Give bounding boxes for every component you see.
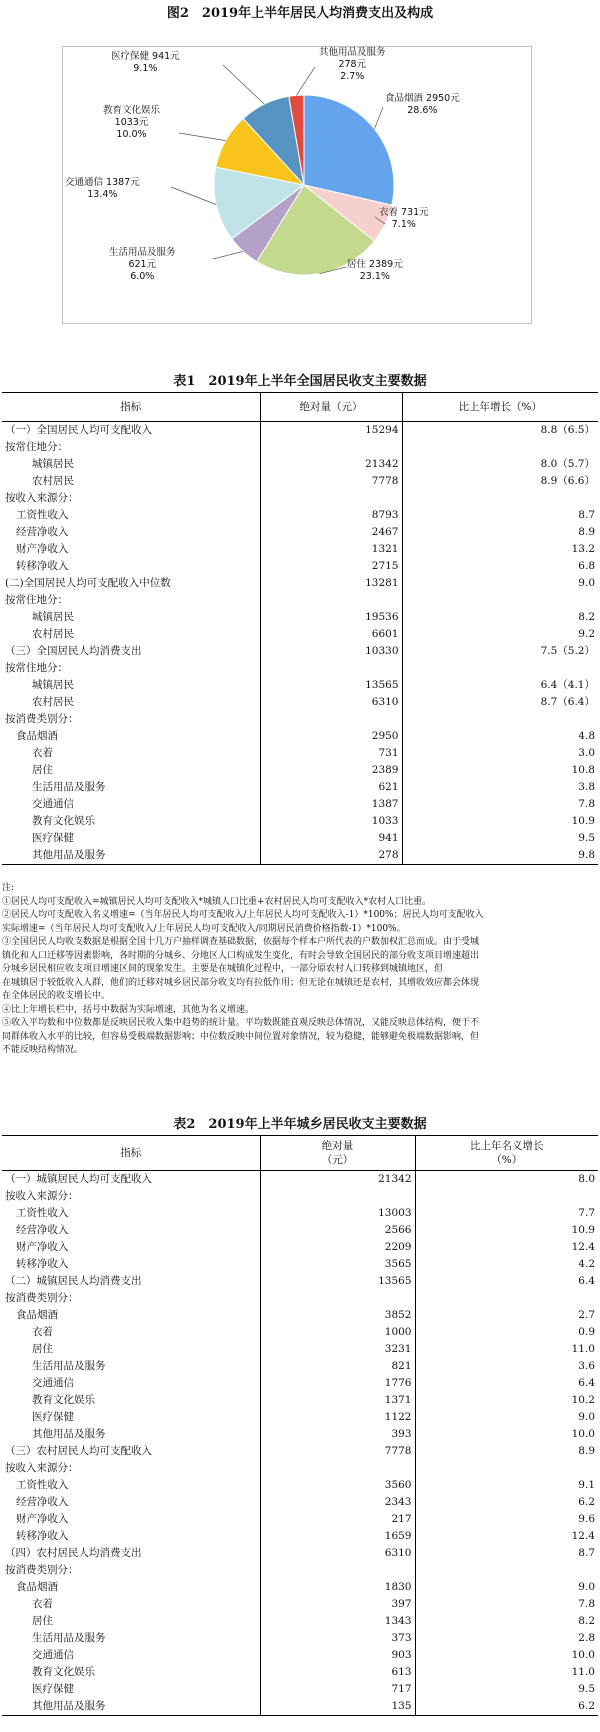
table1-growth-cell: 3.8 bbox=[402, 779, 598, 796]
label-other bbox=[319, 47, 386, 83]
table1-amount-cell: 2950 bbox=[260, 728, 402, 745]
table2-amount-cell: 2343 bbox=[260, 1494, 415, 1511]
table2-indicator-cell: 财产净收入 bbox=[16, 1513, 69, 1525]
table1-row bbox=[2, 558, 598, 575]
figure-title: 图2 2019年上半年居民人均消费支出及构成 bbox=[166, 6, 434, 21]
table1-growth-cell: 9.0 bbox=[402, 575, 598, 592]
table2-row bbox=[2, 1579, 598, 1596]
note-line: 在全体居民的收支增长中。 bbox=[2, 991, 111, 1001]
table2-indicator-cell: 按收入来源分： bbox=[5, 1190, 79, 1202]
table2-amount-cell: 1343 bbox=[260, 1613, 415, 1630]
table2-row bbox=[2, 1273, 598, 1290]
table1-growth-cell: 9.5 bbox=[402, 830, 598, 847]
table2-amount-cell: 7778 bbox=[260, 1443, 415, 1460]
table2-indicator-cell: 医疗保健 bbox=[32, 1683, 74, 1695]
table1-title: 表1 2019年上半年全国居民收支主要数据 bbox=[173, 374, 427, 389]
table2-growth-cell: 3.6 bbox=[415, 1358, 598, 1375]
table2-amount-cell: 393 bbox=[260, 1426, 415, 1443]
note-line: ④比上年增长栏中，括号中数据为实际增速，其他为名义增速。 bbox=[2, 1004, 255, 1015]
table1-growth-cell: 10.8 bbox=[402, 762, 598, 779]
label-education-amount: 1033元 bbox=[114, 117, 149, 128]
table2-indicator-cell: 工资性收入 bbox=[16, 1207, 69, 1219]
table2-amount-cell: 3565 bbox=[260, 1256, 415, 1273]
note-line: 镇化和人口迁移等因素影响，各时期的分城乡、分地区人口构成发生变化，有时会导致全国居民的部分收支项目增速超出 bbox=[2, 950, 480, 961]
table2-amount-cell: 903 bbox=[260, 1647, 415, 1664]
table1-amount-cell: 621 bbox=[260, 779, 402, 796]
table2-growth-cell: 9.1 bbox=[415, 1477, 598, 1494]
table2-amount-cell bbox=[260, 1562, 415, 1579]
table1-row bbox=[2, 490, 598, 507]
table2-amount-cell: 135 bbox=[260, 1698, 415, 1716]
table1-indicator-cell: 农村居民 bbox=[32, 475, 74, 487]
table1-indicator-cell: 城镇居民 bbox=[32, 458, 74, 470]
label-housing-name: 居住 2389元 bbox=[347, 259, 403, 270]
table2-row bbox=[2, 1681, 598, 1698]
table1-amount-cell: 8793 bbox=[260, 507, 402, 524]
table2-amount-cell: 217 bbox=[260, 1511, 415, 1528]
table2-indicator-cell: 生活用品及服务 bbox=[32, 1360, 106, 1372]
note-line: 不能反映结构情况。 bbox=[2, 1045, 84, 1055]
table2-indicator-cell: 按消费类别分： bbox=[5, 1292, 79, 1304]
table2-row bbox=[2, 1494, 598, 1511]
leader-line-0 bbox=[374, 107, 383, 129]
table2-amount-cell: 1122 bbox=[260, 1409, 415, 1426]
table2-row bbox=[2, 1528, 598, 1545]
table1-growth-cell: 9.2 bbox=[402, 626, 598, 643]
note-line: 同群体收入水平的比较，但容易受极端数据影响；中位数反映中间位置对象情况，较为稳健，能够避免极端数据影响，但 bbox=[2, 1031, 480, 1042]
table2-growth-cell: 8.0 bbox=[415, 1171, 598, 1189]
table1-amount-cell: 278 bbox=[260, 847, 402, 865]
table2-growth-cell: 12.4 bbox=[415, 1239, 598, 1256]
table1-row bbox=[2, 626, 598, 643]
table1-growth-cell bbox=[402, 660, 598, 677]
table1-row bbox=[2, 745, 598, 762]
table2-indicator-cell: （三）农村居民人均可支配收入 bbox=[5, 1445, 152, 1457]
table1-amount-cell: 2467 bbox=[260, 524, 402, 541]
table2-amount-cell: 1371 bbox=[260, 1392, 415, 1409]
leader-line-7 bbox=[296, 67, 315, 95]
table2-row bbox=[2, 1545, 598, 1562]
table1-indicator-cell: 按常住地分： bbox=[5, 662, 68, 674]
table1-amount-cell: 2389 bbox=[260, 762, 402, 779]
table2-growth-cell bbox=[415, 1460, 598, 1477]
table1-amount-cell: 10330 bbox=[260, 643, 402, 660]
table2-indicator-cell: 其他用品及服务 bbox=[32, 1428, 106, 1440]
table1-row bbox=[2, 609, 598, 626]
table1-row bbox=[2, 541, 598, 558]
table1-growth-cell: 8.9（6.6） bbox=[402, 473, 598, 490]
label-daily bbox=[109, 247, 176, 283]
table2-row bbox=[2, 1647, 598, 1664]
table2-row bbox=[2, 1460, 598, 1477]
table2-row bbox=[2, 1664, 598, 1681]
table1-amount-cell: 731 bbox=[260, 745, 402, 762]
table2-amount-cell: 1659 bbox=[260, 1528, 415, 1545]
table1-row bbox=[2, 422, 598, 440]
label-other-amount: 278元 bbox=[338, 59, 367, 70]
table2-indicator-cell: （二）城镇居民人均消费支出 bbox=[5, 1275, 142, 1287]
table1-row bbox=[2, 847, 598, 865]
table2-row bbox=[2, 1290, 598, 1307]
table2-indicator-cell: 工资性收入 bbox=[16, 1479, 69, 1491]
table1-row bbox=[2, 796, 598, 813]
table1-indicator-cell: 农村居民 bbox=[32, 628, 74, 640]
table1-amount-cell bbox=[260, 592, 402, 609]
table1-row bbox=[2, 456, 598, 473]
table2-growth-cell bbox=[415, 1562, 598, 1579]
table1-row bbox=[2, 830, 598, 847]
table1-amount-cell: 13281 bbox=[260, 575, 402, 592]
table2-amount-cell: 613 bbox=[260, 1664, 415, 1681]
table2-amount-cell: 6310 bbox=[260, 1545, 415, 1562]
table1-growth-cell: 8.9 bbox=[402, 524, 598, 541]
leader-line-6 bbox=[223, 65, 264, 104]
table1-amount-cell bbox=[260, 439, 402, 456]
table2-header-indicator: 指标 bbox=[2, 1136, 260, 1171]
label-food-pct: 28.6% bbox=[407, 105, 438, 116]
table1-row bbox=[2, 473, 598, 490]
table2-amount-cell: 821 bbox=[260, 1358, 415, 1375]
table1-amount-cell: 2715 bbox=[260, 558, 402, 575]
table1-growth-cell: 7.8 bbox=[402, 796, 598, 813]
table2-indicator-cell: 食品烟酒 bbox=[16, 1309, 58, 1321]
table2-growth-cell: 10.2 bbox=[415, 1392, 598, 1409]
table1-indicator-cell: 按收入来源分： bbox=[5, 492, 79, 504]
table1-indicator-cell: 城镇居民 bbox=[32, 611, 74, 623]
table1-row bbox=[2, 660, 598, 677]
table1-row bbox=[2, 439, 598, 456]
table2-growth-cell: 7.8 bbox=[415, 1596, 598, 1613]
table1-indicator-cell: 生活用品及服务 bbox=[32, 781, 106, 793]
table2-row bbox=[2, 1613, 598, 1630]
table2-indicator-cell: 转移净收入 bbox=[16, 1258, 69, 1270]
table2-header-amount: 绝对量 （元） bbox=[260, 1136, 415, 1171]
table1-amount-cell bbox=[260, 711, 402, 728]
table1-growth-cell: 6.8 bbox=[402, 558, 598, 575]
table2-row bbox=[2, 1341, 598, 1358]
table2-growth-cell: 9.6 bbox=[415, 1511, 598, 1528]
table1-row bbox=[2, 677, 598, 694]
table1-header-row bbox=[2, 393, 598, 422]
table1-indicator-cell: 经营净收入 bbox=[16, 526, 69, 538]
table1-row bbox=[2, 762, 598, 779]
table1-amount-cell: 6601 bbox=[260, 626, 402, 643]
leader-line-4 bbox=[171, 187, 216, 205]
table1-growth-cell: 9.8 bbox=[402, 847, 598, 865]
table1-growth-cell: 8.7 bbox=[402, 507, 598, 524]
table2-amount-cell: 1776 bbox=[260, 1375, 415, 1392]
table2-amount-cell: 2566 bbox=[260, 1222, 415, 1239]
table2-indicator-cell: （四）农村居民人均消费支出 bbox=[5, 1547, 142, 1559]
table2-growth-cell: 10.9 bbox=[415, 1222, 598, 1239]
table2-growth-cell: 4.2 bbox=[415, 1256, 598, 1273]
table2-row bbox=[2, 1392, 598, 1409]
table2-growth-cell: 9.5 bbox=[415, 1681, 598, 1698]
table2-row bbox=[2, 1443, 598, 1460]
table2-indicator-cell: 教育文化娱乐 bbox=[32, 1666, 95, 1678]
table2-amount-cell: 13003 bbox=[260, 1205, 415, 1222]
label-food-name: 食品烟酒 2950元 bbox=[385, 93, 460, 104]
table1-indicator-cell: 转移净收入 bbox=[16, 560, 69, 572]
table2-row bbox=[2, 1256, 598, 1273]
table2-amount-cell: 3231 bbox=[260, 1341, 415, 1358]
table1-indicator-cell: 居住 bbox=[32, 764, 53, 776]
table2-growth-cell bbox=[415, 1290, 598, 1307]
table2-row bbox=[2, 1409, 598, 1426]
table1-growth-cell: 7.5（5.2） bbox=[402, 643, 598, 660]
table1-indicator-cell: 按常住地分： bbox=[5, 441, 68, 453]
table2-growth-cell: 2.7 bbox=[415, 1307, 598, 1324]
table2-amount-cell: 397 bbox=[260, 1596, 415, 1613]
table2-amount-cell: 3560 bbox=[260, 1477, 415, 1494]
label-medical-pct: 9.1% bbox=[133, 63, 158, 74]
table2-indicator-cell: 衣着 bbox=[32, 1598, 53, 1610]
table2-growth-cell: 7.7 bbox=[415, 1205, 598, 1222]
pie-chart-frame bbox=[62, 46, 532, 324]
table1-growth-cell bbox=[402, 490, 598, 507]
table1-indicator-cell: (二)全国居民人均可支配收入中位数 bbox=[5, 577, 171, 589]
table2-growth-cell: 9.0 bbox=[415, 1579, 598, 1596]
table1-indicator-cell: 农村居民 bbox=[32, 696, 74, 708]
label-other-name: 其他用品及服务 bbox=[319, 47, 386, 58]
table2-indicator-cell: 医疗保健 bbox=[32, 1411, 74, 1423]
table2-growth-cell: 6.2 bbox=[415, 1698, 598, 1716]
note-line: ⑤收入平均数和中位数都是反映居民收入集中趋势的统计量。平均数既能直观反映总体情况，又能反映总体结构，便于不 bbox=[2, 1018, 480, 1028]
table2-indicator-cell: （一）城镇居民人均可支配收入 bbox=[5, 1173, 152, 1185]
table2-amount-cell: 1830 bbox=[260, 1579, 415, 1596]
table1-row bbox=[2, 779, 598, 796]
label-daily-pct: 6.0% bbox=[130, 271, 155, 282]
table1-amount-cell: 19536 bbox=[260, 609, 402, 626]
table2 bbox=[2, 1135, 598, 1716]
table2-growth-cell: 8.9 bbox=[415, 1443, 598, 1460]
table2-row bbox=[2, 1358, 598, 1375]
table2-indicator-cell: 生活用品及服务 bbox=[32, 1632, 106, 1644]
label-food bbox=[385, 93, 460, 117]
label-daily-name: 生活用品及服务 bbox=[109, 247, 176, 258]
table2-growth-cell: 6.4 bbox=[415, 1375, 598, 1392]
table2-growth-cell: 6.4 bbox=[415, 1273, 598, 1290]
label-medical-name: 医疗保健 941元 bbox=[111, 51, 180, 62]
table2-indicator-cell: 经营净收入 bbox=[16, 1496, 69, 1508]
table1-growth-cell: 6.4（4.1） bbox=[402, 677, 598, 694]
table2-growth-cell bbox=[415, 1188, 598, 1205]
note-line: 在城镇居于较低收入人群，他们的迁移对城乡居民部分收支均有拉低作用；但无论在城镇还是农村，其增收效应都会体现 bbox=[2, 977, 480, 988]
table1-header-growth: 比上年增长（%） bbox=[402, 393, 598, 422]
table1-header-indicator: 指标 bbox=[2, 393, 260, 422]
table2-indicator-cell: 交通通信 bbox=[32, 1649, 74, 1661]
table2-amount-cell: 373 bbox=[260, 1630, 415, 1647]
table1-growth-cell bbox=[402, 592, 598, 609]
table2-row bbox=[2, 1511, 598, 1528]
table2-amount-cell: 2209 bbox=[260, 1239, 415, 1256]
table2-row bbox=[2, 1188, 598, 1205]
table2-indicator-cell: 按消费类别分： bbox=[5, 1564, 79, 1576]
table2-indicator-cell: 教育文化娱乐 bbox=[32, 1394, 95, 1406]
table2-indicator-cell: 转移净收入 bbox=[16, 1530, 69, 1542]
table2-row bbox=[2, 1222, 598, 1239]
table2-header-growth: 比上年名义增长 （%） bbox=[415, 1136, 598, 1171]
table2-indicator-cell: 居住 bbox=[32, 1343, 53, 1355]
table2-growth-cell: 9.0 bbox=[415, 1409, 598, 1426]
table2-growth-cell: 11.0 bbox=[415, 1664, 598, 1681]
note-line: ③全国居民人均收支数据是根据全国十几万户抽样调查基础数据，依据每个样本户所代表的户数加权汇总而成。由于受城 bbox=[2, 937, 480, 947]
note-line: 实际增速=（当年居民人均可支配收入/上年居民人均可支配收入/同期居民消费价格指数-1）*100%。 bbox=[2, 923, 406, 934]
table1-indicator-cell: 工资性收入 bbox=[16, 509, 69, 521]
table2-growth-cell: 10.0 bbox=[415, 1426, 598, 1443]
label-clothing-pct: 7.1% bbox=[391, 219, 416, 230]
table2-indicator-cell: 其他用品及服务 bbox=[2, 1698, 260, 1716]
label-transport-name: 交通通信 1387元 bbox=[65, 177, 140, 188]
table1-row bbox=[2, 524, 598, 541]
table1-indicator-cell: 交通通信 bbox=[32, 798, 74, 810]
table1-growth-cell: 8.7（6.4） bbox=[402, 694, 598, 711]
table1-row bbox=[2, 507, 598, 524]
label-clothing bbox=[379, 207, 429, 231]
table1-indicator-cell: 教育文化娱乐 bbox=[32, 815, 95, 827]
table2-row bbox=[2, 1562, 598, 1579]
table1-growth-cell: 3.0 bbox=[402, 745, 598, 762]
table1-indicator-cell: （三）全国居民人均消费支出 bbox=[5, 645, 142, 657]
table1-amount-cell: 15294 bbox=[260, 422, 402, 440]
note-line: 分城乡居民相应收支项目增速区间的现象发生。主要是在城镇化过程中，一部分原农村人口转移到城镇地区，但 bbox=[2, 964, 444, 974]
table2-row bbox=[2, 1596, 598, 1613]
label-housing bbox=[347, 259, 403, 283]
table1-growth-cell: 8.2 bbox=[402, 609, 598, 626]
table2-growth-cell: 8.7 bbox=[415, 1545, 598, 1562]
table1-growth-cell: 13.2 bbox=[402, 541, 598, 558]
table1-header-amount: 绝对量（元） bbox=[260, 393, 402, 422]
table2-growth-cell: 11.0 bbox=[415, 1341, 598, 1358]
table1-indicator-cell: 按常住地分： bbox=[5, 594, 68, 606]
table1-growth-cell: 4.8 bbox=[402, 728, 598, 745]
label-daily-amount: 621元 bbox=[128, 259, 157, 270]
label-clothing-name: 衣着 731元 bbox=[379, 207, 429, 218]
table1-amount-cell: 13565 bbox=[260, 677, 402, 694]
table1-amount-cell: 6310 bbox=[260, 694, 402, 711]
table2-amount-cell: 3852 bbox=[260, 1307, 415, 1324]
table2-amount-cell: 717 bbox=[260, 1681, 415, 1698]
table1-row bbox=[2, 592, 598, 609]
table2-row bbox=[2, 1171, 598, 1189]
table1-growth-cell: 8.0（5.7） bbox=[402, 456, 598, 473]
table1-growth-cell bbox=[402, 711, 598, 728]
table2-row bbox=[2, 1375, 598, 1392]
table1-amount-cell bbox=[260, 660, 402, 677]
table2-amount-cell bbox=[260, 1290, 415, 1307]
table1-indicator-cell: 食品烟酒 bbox=[16, 730, 58, 742]
table2-indicator-cell: 衣着 bbox=[32, 1326, 53, 1338]
table2-row bbox=[2, 1239, 598, 1256]
table2-row bbox=[2, 1324, 598, 1341]
table2-row bbox=[2, 1477, 598, 1494]
table1-amount-cell: 1321 bbox=[260, 541, 402, 558]
table2-indicator-cell: 食品烟酒 bbox=[16, 1581, 58, 1593]
table2-title: 表2 2019年上半年城乡居民收支主要数据 bbox=[173, 1117, 427, 1132]
table2-indicator-cell: 居住 bbox=[32, 1615, 53, 1627]
table2-growth-cell: 8.2 bbox=[415, 1613, 598, 1630]
table2-indicator-cell: 按收入来源分： bbox=[5, 1462, 79, 1474]
table1-growth-cell: 10.9 bbox=[402, 813, 598, 830]
table1-row bbox=[2, 813, 598, 830]
table2-row bbox=[2, 1698, 598, 1716]
label-housing-pct: 23.1% bbox=[359, 271, 390, 282]
label-transport bbox=[65, 177, 140, 201]
table1 bbox=[2, 392, 598, 865]
table1-indicator-cell: 城镇居民 bbox=[32, 679, 74, 691]
table1-indicator-cell: 衣着 bbox=[32, 747, 53, 759]
table1-amount-cell bbox=[260, 490, 402, 507]
table1-amount-cell: 941 bbox=[260, 830, 402, 847]
table2-indicator-cell: 财产净收入 bbox=[16, 1241, 69, 1253]
note-line: 注: bbox=[2, 883, 15, 893]
table1-amount-cell: 7778 bbox=[260, 473, 402, 490]
table1-row bbox=[2, 575, 598, 592]
table2-growth-cell: 6.2 bbox=[415, 1494, 598, 1511]
table2-amount-cell bbox=[260, 1460, 415, 1477]
table2-growth-cell: 10.0 bbox=[415, 1647, 598, 1664]
table2-indicator-cell: 经营净收入 bbox=[16, 1224, 69, 1236]
table2-amount-cell: 1000 bbox=[260, 1324, 415, 1341]
label-education-name: 教育文化娱乐 bbox=[103, 105, 161, 116]
label-education bbox=[103, 105, 160, 141]
notes bbox=[2, 882, 590, 1058]
table2-amount-cell: 13565 bbox=[260, 1273, 415, 1290]
table2-amount-cell: 21342 bbox=[260, 1171, 415, 1189]
table2-amount-cell bbox=[260, 1188, 415, 1205]
label-transport-pct: 13.4% bbox=[87, 189, 118, 200]
table2-row bbox=[2, 1205, 598, 1222]
table2-header-row bbox=[2, 1136, 598, 1171]
table1-amount-cell: 21342 bbox=[260, 456, 402, 473]
table2-row bbox=[2, 1426, 598, 1443]
leader-line-3 bbox=[213, 251, 243, 259]
table2-growth-cell: 0.9 bbox=[415, 1324, 598, 1341]
leader-line-5 bbox=[179, 133, 226, 141]
table2-row bbox=[2, 1307, 598, 1324]
table2-row bbox=[2, 1630, 598, 1647]
table1-amount-cell: 1387 bbox=[260, 796, 402, 813]
table1-growth-cell: 8.8（6.5） bbox=[402, 422, 598, 440]
table1-row bbox=[2, 694, 598, 711]
table1-amount-cell: 1033 bbox=[260, 813, 402, 830]
label-medical bbox=[111, 51, 180, 75]
table1-row bbox=[2, 728, 598, 745]
table1-growth-cell bbox=[402, 439, 598, 456]
table2-growth-cell: 2.8 bbox=[415, 1630, 598, 1647]
table1-indicator-cell: （一）全国居民人均可支配收入 bbox=[5, 424, 152, 436]
note-line: ②居民人均可支配收入名义增速=（当年居民人均可支配收入/上年居民人均可支配收入-1）*100%；居民人均可支配收入 bbox=[2, 910, 484, 920]
table1-row bbox=[2, 643, 598, 660]
table2-indicator-cell: 交通通信 bbox=[32, 1377, 74, 1389]
table1-indicator-cell: 财产净收入 bbox=[16, 543, 69, 555]
note-line: ①居民人均可支配收入=城镇居民人均可支配收入*城镇人口比重+农村居民人均可支配收入*农村人口比重。 bbox=[2, 896, 432, 907]
label-education-pct: 10.0% bbox=[116, 129, 147, 140]
table1-indicator-cell: 按消费类别分： bbox=[5, 713, 79, 725]
table1-row bbox=[2, 711, 598, 728]
table2-growth-cell: 12.4 bbox=[415, 1528, 598, 1545]
table1-indicator-cell: 其他用品及服务 bbox=[2, 847, 260, 865]
table1-indicator-cell: 医疗保健 bbox=[32, 832, 74, 844]
label-other-pct: 2.7% bbox=[340, 71, 365, 82]
